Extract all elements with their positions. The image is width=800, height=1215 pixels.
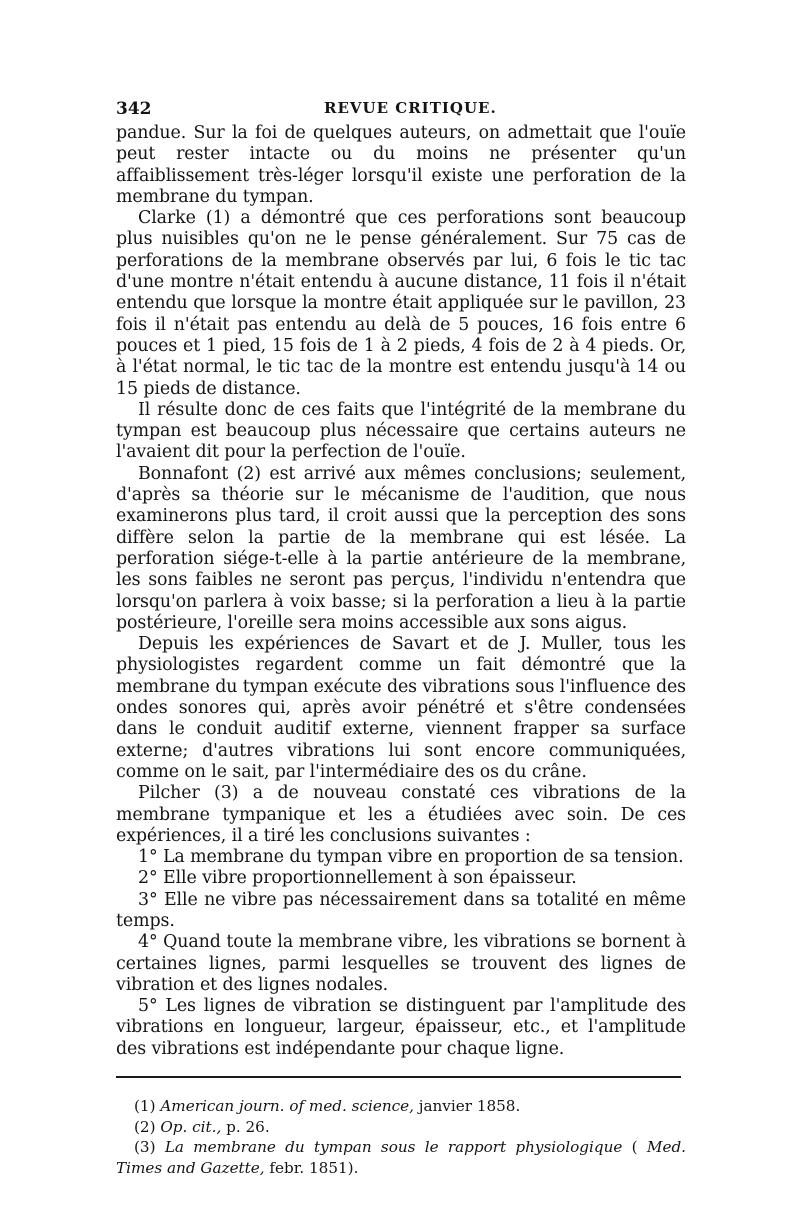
main-text (116, 123, 686, 1060)
book-page (116, 95, 686, 1178)
footnote-journal-title: Med. Times and Gazette, (116, 1138, 686, 1177)
conclusion-item: 5° Les lignes de vibration se distinguent par l'amplitude des vibrations en longueur, largeur, épaisseur, etc., et l'amplitude des vibrations est indépendante pour chaque ligne. (116, 996, 686, 1059)
conclusion-item: 1° La membrane du tympan vibre en proportion de sa tension. (138, 847, 684, 868)
footnote-mark: (1) (134, 1097, 156, 1116)
paragraph: Depuis les expériences de Savart et de J. Muller, tous les physiologistes regardent comme un fait démontré que la membrane du tympan exécute des vibrations sous l'influence des ondes sonores qui, après avoir pénétré et s'être condensées dans le conduit auditif externe, viennent frapper sa surface externe; d'autres vibrations lui sont encore communiquées, comme on le sait, par l'intermédiaire des os du crâne. (116, 634, 686, 782)
paragraph: Il résulte donc de ces faits que l'intégrité de la membrane du tympan est beaucoup plus nécessaire que certains auteurs ne l'avaient dit pour la perfection de l'ouïe. (116, 399, 686, 463)
paragraph: Clarke (1) a démontré que ces perforations sont beaucoup plus nuisibles qu'on ne le pense généralement. Sur 75 cas de perforations de la membrane observés par lui, 6 fois le tic tac d'une montre n'était entendu à aucune distance, 11 fois il n'était entendu que lorsque la montre était appliquée sur le pavillon, 23 fois il n'était pas entendu au delà de 5 pouces, 16 fois entre 6 pouces et 1 pied, 15 fois de 1 à 2 pieds, 4 fois de 2 à 4 pieds. Or, à l'état normal, le tic tac de la montre est entendu jusqu'à 14 ou 15 pieds de distance. (116, 208, 686, 399)
paragraph: Bonnafont (2) est arrivé aux mêmes conclusions; seulement, d'après sa théorie sur le mécanisme de l'audition, que nous examinerons plus tard, il croit aussi que la perception des sons diffère selon la partie de la membrane qui est lésée. La perforation siége-t-elle à la partie antérieure de la membrane, les sons faibles ne seront pas perçus, l'individu n'entendra que lorsqu'on parlera à voix basse; si la perforation a lieu à la partie postérieure, l'oreille sera moins accessible aux sons aigus. (116, 463, 686, 633)
conclusion-item: 3° Elle ne vibre pas nécessairement dans sa totalité en même temps. (116, 889, 686, 931)
page-number: 342 (116, 99, 152, 119)
footnote-source-title: Op. cit., (160, 1117, 222, 1136)
conclusion-item: 4° Quand toute la membrane vibre, les vibrations se bornent à certaines lignes, parmi lesquelles se trouvent des lignes de vibration et des lignes nodales. (116, 932, 686, 995)
footnote-mark: (2) (134, 1117, 156, 1136)
footnote-detail: janvier 1858. (413, 1097, 521, 1116)
paragraph: pandue. Sur la foi de quelques auteurs, on admettait que l'ouïe peut rester intacte ou du moins ne présenter qu'un affaiblissement très-léger lorsqu'il existe une perforation de la membrane du tympan. (116, 123, 686, 207)
footnote (116, 1117, 686, 1138)
footnote-source-title: La membrane du tympan sous le rapport physiologique (164, 1138, 623, 1157)
conclusion-item: 2° Elle vibre proportionnellement à son épaisseur. (138, 868, 577, 889)
footnote-detail: febr. 1851). (264, 1158, 359, 1177)
footnotes (116, 1096, 686, 1178)
paragraph: Pilcher (3) a de nouveau constaté ces vibrations de la membrane tympanique et les a étudiées avec soin. De ces expériences, il a tiré les conclusions suivantes : (116, 783, 686, 846)
footnote (116, 1096, 686, 1117)
running-title: REVUE CRITIQUE. (324, 99, 497, 117)
footnote-divider (116, 1076, 681, 1078)
page-header (116, 95, 686, 123)
footnote-separator: ( (622, 1138, 647, 1157)
footnote-detail: p. 26. (221, 1117, 270, 1136)
footnote-mark: (3) (134, 1138, 156, 1157)
footnote-source-title: American journ. of med. science, (160, 1097, 414, 1116)
footnote (116, 1137, 686, 1178)
